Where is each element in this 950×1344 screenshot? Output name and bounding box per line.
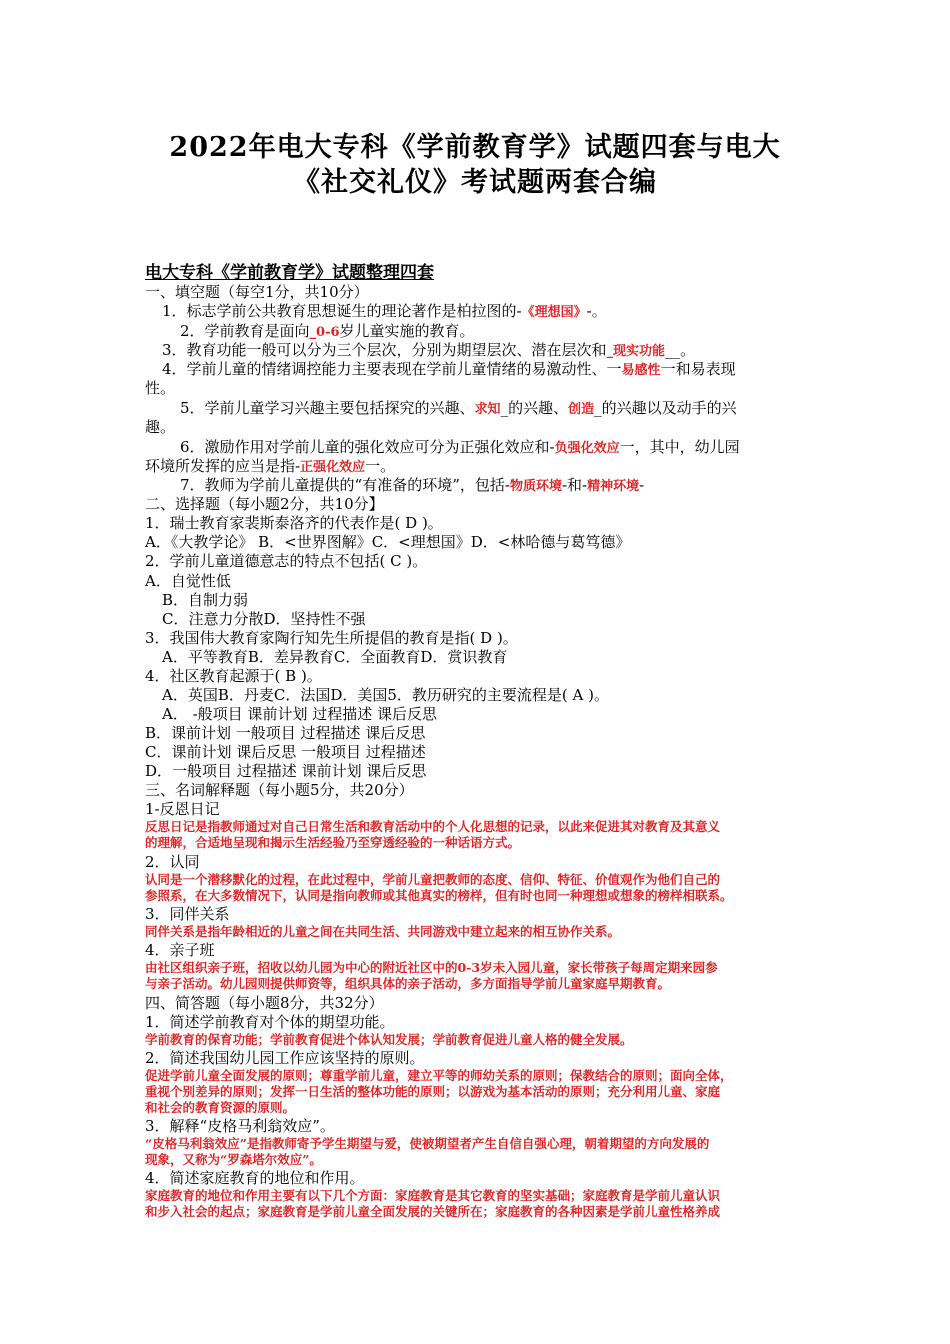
question-7 xyxy=(180,474,644,495)
question-end: 一。 xyxy=(365,457,396,475)
question-5 xyxy=(180,397,737,418)
term-4-answer-line1: 由社区组织亲子班，招收以幼儿园为中心的附近社区中的0-3岁未入园儿童，家长带孩子每周定期来园参 xyxy=(145,960,718,975)
question-text: 1．标志学前公共教育思想诞生的理论著作是柏拉图的- xyxy=(162,302,522,320)
answer-text: 正强化效应 xyxy=(300,460,366,475)
question-end: __。 xyxy=(665,341,696,359)
answer-text: _现实功能 xyxy=(606,344,666,359)
choice-5-option-c: C．课前计划 课后反思 一般项目 过程描述 xyxy=(145,743,426,761)
question-text: 5．学前儿童学习兴趣主要包括探究的兴趣、 xyxy=(180,399,475,417)
choice-5-option-a: A． -般项目 课前计划 过程描述 课后反思 xyxy=(162,705,437,723)
question-text: 3．教育功能一般可以分为三个层次，分别为期望层次、潜在层次和 xyxy=(162,341,607,359)
term-1: 1-反恩日记 xyxy=(145,800,220,818)
term-3-answer: 同伴关系是指年龄相近的儿童之间在共同生活、共同游戏中建立起来的相互协作关系。 xyxy=(145,924,621,939)
term-1-answer-line1: 反思日记是指教师通过对自己日常生活和教育活动中的个人化思想的记录，以此来促进其对教育及其意义 xyxy=(145,819,721,834)
short-answer-3: 3．解释“皮格马利翁效应”。 xyxy=(145,1117,335,1135)
short-answer-3-answer-line1: “皮格马利翁效应”是指教师寄予学生期望与爱，使被期望者产生自信自强心理，朝着期望的方向发展的 xyxy=(145,1136,710,1151)
doc-title-line1: 2022年电大专科《学前教育学》试题四套与电大 xyxy=(169,132,781,163)
question-text: 7．教师为学前儿童提供的“有准备的环境”，包括- xyxy=(180,476,510,494)
term-4: 4．亲子班 xyxy=(145,941,215,959)
question-end: - xyxy=(639,476,645,494)
question-6 xyxy=(180,436,740,457)
choice-2-option-a: A．自觉性低 xyxy=(145,572,231,590)
answer-text: _0-6 xyxy=(309,325,340,340)
part1-heading: 一、填空题（每空1分，共10分） xyxy=(145,283,369,301)
answer-text: 《理想国》 xyxy=(521,305,587,320)
term-2-answer-line2: 参照系，在大多数情况下，认同是指向教师或其他真实的榜样，但有时也同一种理想或想象的榜样相联系。 xyxy=(145,888,733,903)
question-1 xyxy=(162,300,607,321)
short-answer-2-answer-line3: 和社会的教育资源的原则。 xyxy=(145,1100,296,1115)
short-answer-4-answer-line2: 和步入社会的起点；家庭教育是学前儿童全面发展的关键所在；家庭教育的各种因素是学前儿童性格养成 xyxy=(145,1204,721,1219)
choice-1: 1．瑞士教育家裴斯泰洛齐的代表作是( D )。 xyxy=(145,514,443,532)
choice-2-option-cd: C．注意力分散D．坚持性不强 xyxy=(162,610,366,628)
question-4-cont: 性。 xyxy=(145,379,176,397)
part2-heading: 二、选择题（每小题2分，共10分】 xyxy=(145,495,384,513)
short-answer-4: 4．简述家庭教育的地位和作用。 xyxy=(145,1169,365,1187)
question-end: 岁儿童实施的教育。 xyxy=(339,322,475,340)
short-answer-1: 1．简述学前教育对个体的期望功能。 xyxy=(145,1013,395,1031)
answer-text: 求知 xyxy=(474,402,501,417)
term-2-answer-line1: 认同是一个潜移默化的过程，在此过程中，学前儿童把教师的态度、信仰、特征、价值观作为他们自己的 xyxy=(145,872,721,887)
term-3: 3．同伴关系 xyxy=(145,905,230,923)
choice-2: 2．学前儿童道德意志的特点不包括( C )。 xyxy=(145,552,428,570)
short-answer-2: 2．简述我国幼儿园工作应该坚持的原则。 xyxy=(145,1049,425,1067)
question-5-cont: 趣。 xyxy=(145,418,176,436)
term-1-answer-line2: 的理解，合适地呈现和揭示生活经验乃至穿透经验的一种话语方式。 xyxy=(145,835,521,850)
answer-text: 负强化效应 xyxy=(554,441,620,456)
answer-text: 易感性 xyxy=(621,363,661,378)
answer-text: 精神环境 xyxy=(587,479,640,494)
short-answer-3-answer-line2: 现象，又称为“罗森塔尔效应”。 xyxy=(145,1152,322,1167)
choice-4: 4．社区教育起源于( B )。 xyxy=(145,667,322,685)
choice-1-options: A．《大教学论》 B．<世界图解》C．<理想国》D．<林哈德与葛笃德》 xyxy=(145,533,631,551)
choice-5-option-d: D．一般项目 过程描述 课前计划 课后反思 xyxy=(145,762,427,780)
question-2 xyxy=(180,320,475,341)
question-text: 4．学前儿童的情绪调控能力主要表现在学前儿童情绪的易激动性、一 xyxy=(162,360,622,378)
question-4 xyxy=(162,358,736,379)
short-answer-1-answer: 学前教育的保育功能；学前教育促进个体认知发展；学前教育促进儿童人格的健全发展。 xyxy=(145,1032,633,1047)
short-answer-2-answer-line1: 促进学前儿童全面发展的原则；尊重学前儿童，建立平等的师幼关系的原则；保教结合的原则；面向全体， xyxy=(145,1068,733,1083)
section-heading: 电大专科《学前教育学》试题整理四套 xyxy=(145,263,434,283)
term-2: 2．认同 xyxy=(145,853,200,871)
question-mid: -和- xyxy=(561,476,588,494)
choice-3: 3．我国伟大教育家陶行知先生所提倡的教育是指( D )。 xyxy=(145,629,518,647)
question-text: 环境所发挥的应当是指- xyxy=(145,457,301,475)
short-answer-2-answer-line2: 重视个别差异的原则；发挥一日生活的整体功能的原则；以游戏为基本活动的原则；充分利用儿童、家庭 xyxy=(145,1084,721,1099)
doc-title-line2: 《社交礼仪》考试题两套合编 xyxy=(293,167,657,198)
question-mid: _的兴趣、 xyxy=(500,399,569,417)
question-3 xyxy=(162,339,695,360)
question-end: 一，其中，幼儿园 xyxy=(619,438,740,456)
answer-text: 物质环境 xyxy=(509,479,562,494)
choice-5-option-b: B．课前计划 一般项目 过程描述 课后反思 xyxy=(145,724,426,742)
question-text: 6．激励作用对学前儿童的强化效应可分为正强化效应和- xyxy=(180,438,555,456)
choice-2-option-b: B．自制力弱 xyxy=(162,591,249,609)
question-end: _的兴趣以及动手的兴 xyxy=(594,399,737,417)
term-4-answer-line2: 与亲子活动。幼儿园则提供师资等，组织具体的亲子活动，多方面指导学前儿童家庭早期教育。 xyxy=(145,976,671,991)
choice-4-options: A．英国B．丹麦C．法国D．美国5．教历研究的主要流程是( A )。 xyxy=(162,686,609,704)
short-answer-4-answer-line1: 家庭教育的地位和作用主要有以下几个方面：家庭教育是其它教育的坚实基础；家庭教育是学前儿童认识 xyxy=(145,1188,721,1203)
choice-3-options: A．平等教育B．差异教育C．全面教育D．赏识教育 xyxy=(162,648,508,666)
question-6-cont xyxy=(145,455,395,476)
part3-heading: 三、名词解释题（每小题5分，共20分） xyxy=(145,781,414,799)
answer-text: 创造 xyxy=(568,402,595,417)
question-end: 一和易表现 xyxy=(660,360,736,378)
question-text: 2．学前教育是面向 xyxy=(180,322,310,340)
part4-heading: 四、简答题（每小题8分，共32分） xyxy=(145,994,384,1012)
question-end: -。 xyxy=(586,302,607,320)
